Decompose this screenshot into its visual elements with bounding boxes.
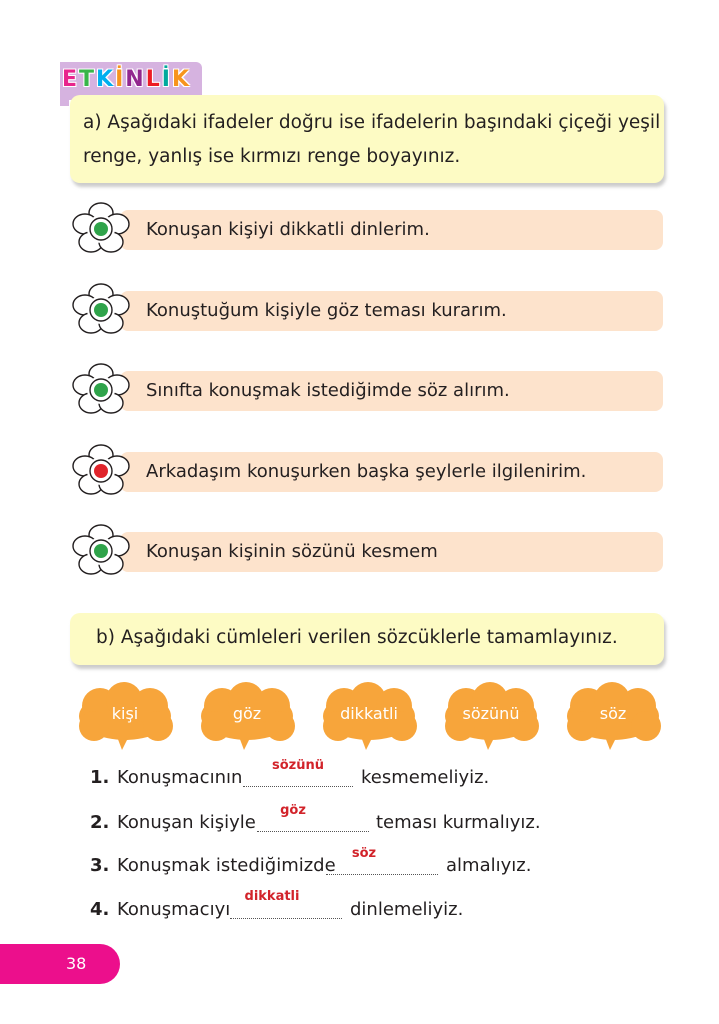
sentence-after: dinlemeliyiz. xyxy=(350,899,464,920)
word-bank-item[interactable]: sözünü xyxy=(462,704,520,723)
answer-text: sözünü xyxy=(272,758,324,773)
sentence-number: 1. xyxy=(90,767,110,788)
sentence-number: 4. xyxy=(90,899,110,920)
page-number: 38 xyxy=(66,954,87,973)
word-bank-item[interactable]: söz xyxy=(599,704,627,723)
word-bank-item[interactable]: göz xyxy=(232,704,262,723)
title-letter: N xyxy=(125,66,145,92)
sentence-before: Konuşan kişiyle xyxy=(117,812,256,833)
sentence-after: teması kurmalıyız. xyxy=(376,812,541,833)
flower-icon[interactable] xyxy=(70,361,132,419)
title-letter: T xyxy=(79,66,96,92)
statement-text: Konuştuğum kişiyle göz teması kurarım. xyxy=(146,300,507,321)
flower-icon[interactable] xyxy=(70,200,132,258)
statement-text: Konuşan kişiyi dikkatli dinlerim. xyxy=(146,219,430,240)
instruction-b-text: b) Aşağıdaki cümleleri verilen sözcüklerle tamamlayınız. xyxy=(96,627,618,648)
instruction-a-text: a) Aşağıdaki ifadeler doğru ise ifadelerin başındaki çiçeği yeşil renge, yanlış ise kırmızı renge boyayınız. xyxy=(83,112,661,167)
sentence-number: 3. xyxy=(90,855,110,876)
title-letter: K xyxy=(171,66,190,92)
title-letter: İ xyxy=(161,66,171,92)
flower-icon[interactable] xyxy=(70,522,132,580)
sentence-before: Konuşmak istediğimizde xyxy=(117,855,336,876)
word-bank-item[interactable]: dikkatli xyxy=(340,704,398,723)
page-number-tab xyxy=(0,944,120,984)
sentence-after: kesmemeliyiz. xyxy=(361,767,490,788)
title-letter: L xyxy=(145,66,161,92)
title-letter: E xyxy=(62,66,79,92)
flower-icon[interactable] xyxy=(70,442,132,500)
statement-text: Arkadaşım konuşurken başka şeylerle ilgilenirim. xyxy=(146,461,587,482)
answer-text: göz xyxy=(280,803,306,818)
activity-title xyxy=(62,64,190,94)
sentence-before: Konuşmacının xyxy=(117,767,243,788)
statement-text: Konuşan kişinin sözünü kesmem xyxy=(146,541,438,562)
title-letter: K xyxy=(96,66,115,92)
answer-text: dikkatli xyxy=(244,889,300,904)
title-letter: İ xyxy=(115,66,125,92)
sentence-after: almalıyız. xyxy=(446,855,532,876)
sentence-before: Konuşmacıyı xyxy=(117,899,231,920)
flower-icon[interactable] xyxy=(70,281,132,339)
answer-text: söz xyxy=(351,846,377,861)
word-bank-item[interactable]: kişi xyxy=(111,704,139,723)
statement-text: Sınıfta konuşmak istediğimde söz alırım. xyxy=(146,380,510,401)
sentence-number: 2. xyxy=(90,812,110,833)
